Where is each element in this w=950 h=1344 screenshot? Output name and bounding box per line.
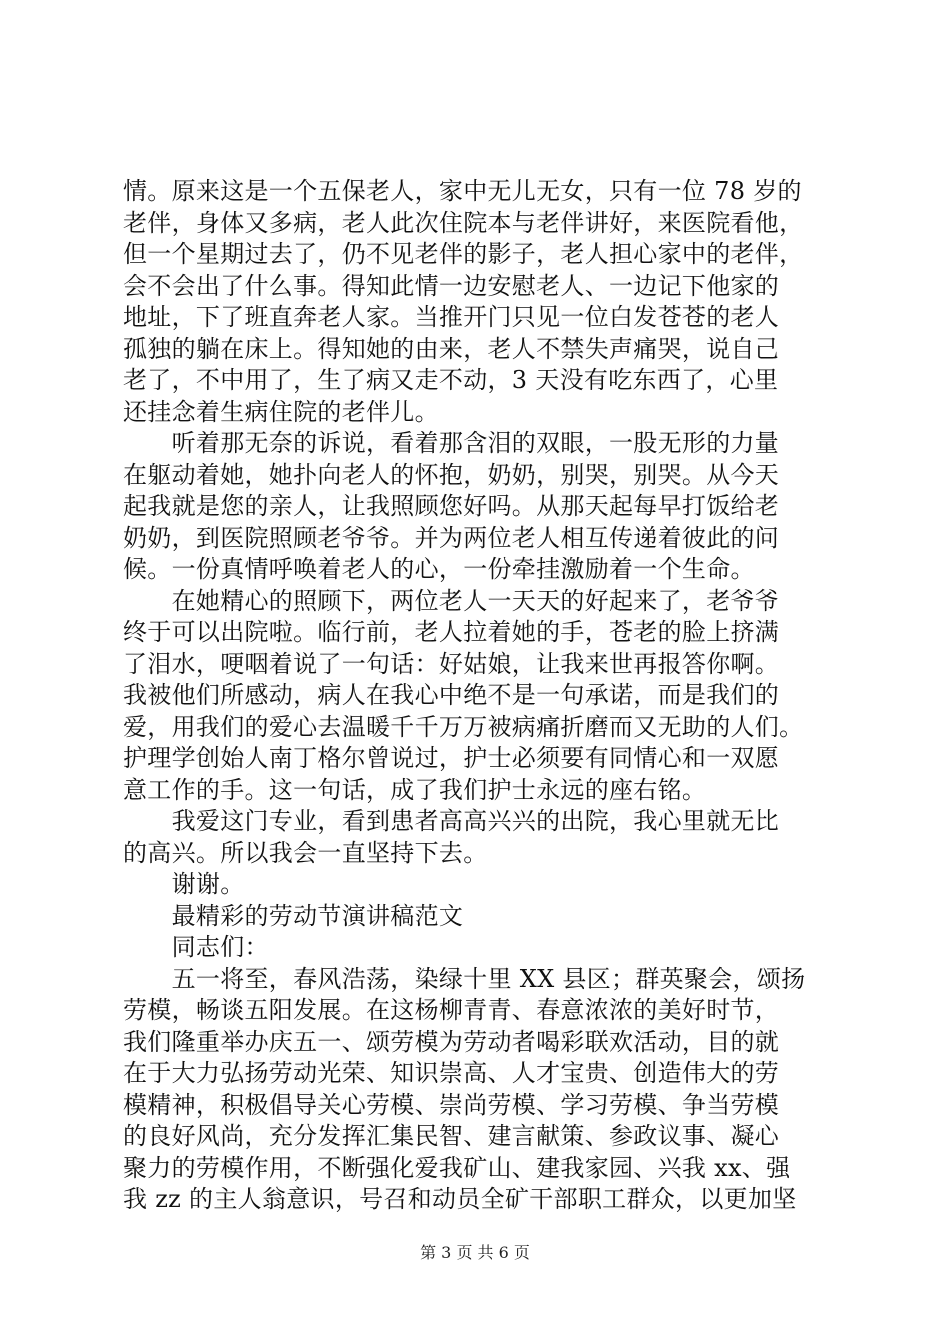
body-text: [123, 176, 833, 1216]
text-line: 奶奶，到医院照顾老爷爷。并为两位老人相互传递着彼此的问: [123, 523, 780, 552]
text-line: 老伴，身体又多病，老人此次住院本与老伴讲好，来医院看他，: [123, 208, 804, 237]
text-line: 我们隆重举办庆五一、颂劳模为劳动者喝彩联欢活动，目的就: [123, 1027, 780, 1056]
text-line: 我 zz 的主人翁意识，号召和动员全矿干部职工群众，以更加坚: [123, 1185, 797, 1213]
text-line: 在躯动着她，她扑向老人的怀抱，奶奶，别哭，别哭。从今天: [123, 460, 780, 489]
text-line: 我被他们所感动，病人在我心中绝不是一句承诺，而是我们的: [123, 681, 780, 709]
text-line: 同志们：: [123, 933, 269, 961]
text-line: 劳模，畅谈五阳发展。在这杨柳青青、春意浓浓的美好时节，: [123, 996, 780, 1024]
text-line: 在于大力弘扬劳动光荣、知识崇高、人才宝贵、创造伟大的劳: [123, 1059, 780, 1087]
text-line: 情。原来这是一个五保老人，家中无儿无女，只有一位 78 岁的: [123, 177, 802, 205]
text-line: 的良好风尚，充分发挥汇集民智、建言献策、参政议事、凝心: [123, 1122, 780, 1150]
text-line: 但一个星期过去了，仍不见老伴的影子，老人担心家中的老伴，: [123, 240, 804, 268]
text-line: 老了，不中用了，生了病又走不动，3 天没有吃东西了，心里: [123, 366, 779, 394]
text-line: 听着那无奈的诉说，看着那含泪的双眼，一股无形的力量: [123, 429, 780, 457]
page-footer: 第 3 页 共 6 页: [420, 1243, 530, 1262]
text-line: 还挂念着生病住院的老伴儿。: [123, 397, 439, 426]
text-line: 聚力的劳模作用，不断强化爱我矿山、建我家园、兴我 xx、强: [123, 1153, 791, 1182]
text-line: 起我就是您的亲人，让我照顾您好吗。从那天起每早打饭给老: [123, 492, 780, 520]
text-line: 谢谢。: [123, 870, 245, 898]
text-line: 终于可以出院啦。临行前，老人拉着她的手，苍老的脸上挤满: [123, 618, 780, 646]
text-line: 意工作的手。这一句话，成了我们护士永远的座右铭。: [123, 775, 707, 804]
text-line: 在她精心的照顾下，两位老人一天天的好起来了，老爷爷: [123, 586, 780, 615]
text-line: 最精彩的劳动节演讲稿范文: [123, 901, 464, 930]
text-line: 孤独的躺在床上。得知她的由来，老人不禁失声痛哭，说自己: [123, 334, 780, 363]
text-line: 候。一份真情呼唤着老人的心，一份牵挂激励着一个生命。: [123, 555, 755, 583]
text-line: 会不会出了什么事。得知此情一边安慰老人、一边记下他家的: [123, 271, 780, 300]
text-line: 我爱这门专业，看到患者高高兴兴的出院，我心里就无比: [123, 807, 780, 835]
text-line: 的高兴。所以我会一直坚持下去。: [123, 838, 488, 867]
text-line: 五一将至，春风浩荡，染绿十里 XX 县区；群英聚会，颂扬: [123, 964, 806, 993]
text-line: 模精神，积极倡导关心劳模、崇尚劳模、学习劳模、争当劳模: [123, 1090, 780, 1119]
text-line: 了泪水，哽咽着说了一句话：好姑娘，让我来世再报答你啊。: [123, 649, 780, 678]
text-line: 爱，用我们的爱心去温暖千千万万被病痛折磨而又无助的人们。: [123, 712, 804, 741]
text-line: 地址，下了班直奔老人家。当推开门只见一位白发苍苍的老人: [123, 303, 780, 331]
text-line: 护理学创始人南丁格尔曾说过，护士必须要有同情心和一双愿: [123, 744, 780, 772]
